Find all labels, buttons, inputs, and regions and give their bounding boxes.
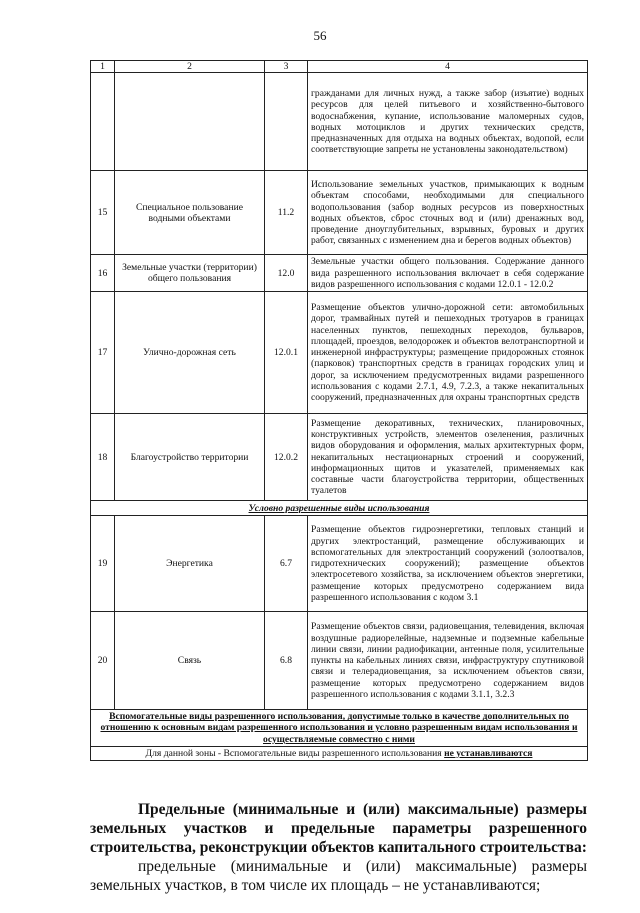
permitted-use-table: [90, 60, 588, 761]
section-auxiliary-title: Вспомогательные виды разрешенного использования, допустимые только в качестве дополнительных по отношению к основным видам разрешенного использования и условно разрешенным видам использования и осуществляемые совместно с ними: [91, 710, 588, 747]
row-number: 17: [91, 292, 115, 414]
row-number: 20: [91, 612, 115, 710]
use-description: Земельные участки общего пользования. Содержание данного вида разрешенного использования включает в себя содержание видов разрешенного использования с кодами 12.0.1 - 12.0.2: [308, 255, 588, 292]
use-name: Улично-дорожная сеть: [115, 292, 265, 414]
header-cell: 3: [265, 61, 308, 73]
use-code: 12.0: [265, 255, 308, 292]
continuation-text: гражданами для личных нужд, а также забор (изъятие) водных ресурсов для целей питьевого и хозяйственно-бытового водоснабжения, купание, использование маломерных судов, водных мотоциклов и других технических средств, предназначенных для отдыха на водных объектах, водопой, если соответствующие запреты не установлены законодательством): [308, 73, 588, 171]
use-description: Размещение объектов связи, радиовещания, телевидения, включая воздушные радиорелейные, надземные и подземные кабельные линии связи, линии радиофикации, антенные поля, усилительные пункты на кабельных линиях связи, инфраструктуру спутниковой связи и телерадиовещания, за исключением объектов связи, размещение которых предусмотрено содержанием видов разрешенного использования с кодами 3.1.1, 3.2.3: [308, 612, 588, 710]
table-row: [91, 292, 588, 414]
table-row: [91, 73, 588, 171]
auxiliary-note-emphasis: не устанавливаются: [444, 747, 533, 759]
section-row: [91, 746, 588, 760]
auxiliary-note-prefix: Для данной зоны - Вспомогательные виды разрешенного использования: [145, 747, 445, 759]
header-cell: 2: [115, 61, 265, 73]
header-cell: 4: [308, 61, 588, 73]
use-code: 6.8: [265, 612, 308, 710]
use-description: Использование земельных участков, примыкающих к водным объектам способами, необходимыми для специального водопользования (забор водных ресурсов из поверхностных водных объектов, сброс сточных вод и (или) дренажных вод, проведение дноуглубительных, взрывных, буровых и других работ, связанных с изменением дна и берегов водных объектов): [308, 171, 588, 255]
row-number: 19: [91, 516, 115, 612]
limits-paragraph: предельные (минимальные и (или) максимальные) размеры земельных участков, в том числе их площадь – не устанавливаются;: [90, 858, 587, 894]
section-row: [91, 710, 588, 747]
use-name: Связь: [115, 612, 265, 710]
use-code: 11.2: [265, 171, 308, 255]
limits-heading: Предельные (минимальные и (или) максимальные) размеры земельных участков и предельные параметры разрешенного строительства, реконструкции объектов капитального строительства:: [90, 801, 587, 856]
auxiliary-note: [91, 746, 588, 760]
table-row: [91, 414, 588, 501]
section-conditional-title: Условно разрешенные виды использования: [91, 501, 588, 516]
table-row: [91, 516, 588, 612]
use-code: 6.7: [265, 516, 308, 612]
use-description: Размещение объектов гидроэнергетики, тепловых станций и других электростанций, размещение обслуживающих и вспомогательных для электростанций сооружений (золоотвалов, гидротехнических сооружений); размещение объектов электросетевого хозяйства, за исключением объектов энергетики, размещение которых предусмотрено содержанием вида разрешенного использования с кодом 3.1: [308, 516, 588, 612]
row-number: 15: [91, 171, 115, 255]
page-number: 56: [313, 28, 327, 43]
use-description: Размещение объектов улично-дорожной сети: автомобильных дорог, трамвайных путей и пешеходных тротуаров в границах населенных пунктов, пешеходных переходов, бульваров, площадей, проездов, велодорожек и объектов велотранспортной и инженерной инфраструктуры; размещение придорожных стоянок (парковок) транспортных средств в границах городских улиц и дорог, за исключением предусмотренных видами разрешенного использования с кодами 2.7.1, 4.9, 7.2.3, а также некапитальных сооружений, предназначенных для охраны транспортных средств: [308, 292, 588, 414]
table-row: [91, 171, 588, 255]
use-name: Специальное пользование водными объектами: [115, 171, 265, 255]
row-number: 18: [91, 414, 115, 501]
row-number: 16: [91, 255, 115, 292]
header-cell: 1: [91, 61, 115, 73]
table-row: [91, 612, 588, 710]
use-code: 12.0.2: [265, 414, 308, 501]
use-description: Размещение декоративных, технических, планировочных, конструктивных устройств, элементов озеленения, различных видов оборудования и оформления, малых архитектурных форм, некапитальных нестационарных строений и сооружений, информационных щитов и указателей, применяемых как составные части благоустройства территории, общественных туалетов: [308, 414, 588, 501]
use-name: Земельные участки (территории) общего пользования: [115, 255, 265, 292]
table-row: [91, 255, 588, 292]
use-code: 12.0.1: [265, 292, 308, 414]
use-name: Благоустройство территории: [115, 414, 265, 501]
use-name: Энергетика: [115, 516, 265, 612]
section-row: [91, 501, 588, 516]
table-header-row: [91, 61, 588, 73]
